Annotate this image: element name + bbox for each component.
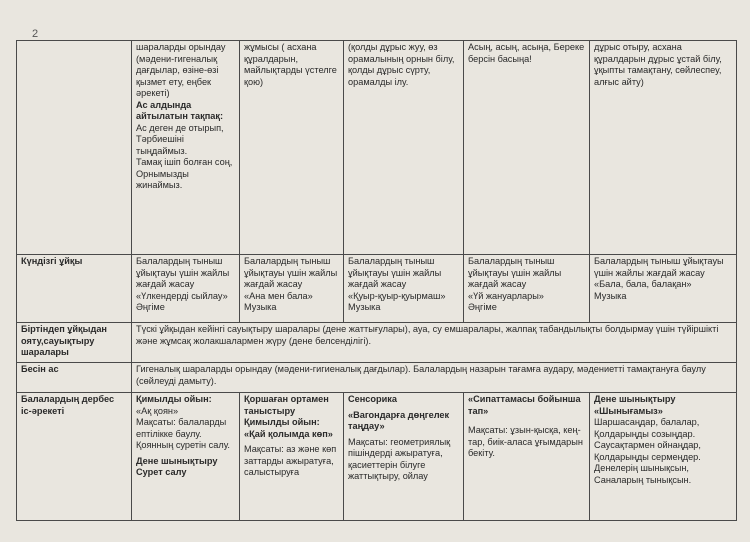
sleep-kind: Музыка [594, 290, 627, 301]
poem-line-3: Тамақ ішіп болған соң, [136, 157, 233, 167]
activity-title-2: Дене шынықтыру Сурет салу [136, 455, 218, 477]
activity-title: Қоршаған ортамен таныстыру Қимылды ойын: «Қай қолымда көп» [244, 394, 333, 439]
sleep-common: Балалардың тыныш ұйықтауы үшін жайлы жағдай жасау [244, 256, 338, 289]
poem-heading: Ас алдында айтылатын тақпақ: [136, 99, 224, 121]
cell-snack: Гигеналық шараларды орындау (мәдени-гигиеналық дағдылар). Балалардың назарын тағамға аудару, мәдениетті тамақтануға баулу (сөйлеудi дамыту). [132, 363, 737, 393]
sleep-kind: Музыка [348, 302, 381, 312]
cell-morning-c1 [132, 41, 240, 255]
sleep-song: «Ана мен бала» [244, 290, 313, 301]
row-label-snack: Бесін ас [17, 363, 132, 393]
row-wake [17, 323, 737, 363]
activity-goal: Мақсаты: ұзын-қысқа, кең-тар, биік-аласа ұғымдарын бекіту. [468, 425, 583, 458]
activity-goal: Шаршасаңдар, балалар, Қолдарыңды созыңдар. Саусақтармен ойнаңдар, Қолдарыңды сермеңдер. Денелерің шынықсын, Саналарың тынықсын. [594, 417, 701, 485]
activity-title: Сенсорика [348, 394, 397, 404]
cell-morning-c5: дұрыс отыру, асхана құралдарын дұрыс ұстай білу, ұқыпты тамақтану, сөйлеспеу, алғыс айту) [590, 41, 737, 255]
cell-text: шараларды орындау (мәдени-гигеналық дағдылар, өзіне-өзі қызмет ету, еңбек әрекеті) [136, 42, 226, 98]
sleep-common: Балалардың тыныш ұйықтауы үшін жайлы жағдай жасау [348, 256, 442, 289]
sleep-song: «Үлкендерді сыйлау» [136, 290, 228, 301]
sleep-common: Балалардың тыныш ұйықтауы үшін жайлы жағдай жасау [136, 256, 230, 289]
game-name: «Ақ қоян» [136, 405, 179, 416]
sleep-kind: Әңгіме [468, 302, 497, 312]
activity-goal: Мақсаты: балаларды ептілікке баулу. Қоянның суретін салу. [136, 417, 230, 450]
activity-title: Қимылды ойын: [136, 394, 212, 404]
sleep-kind: Музыка [244, 302, 277, 312]
row-morning-continuation [17, 41, 737, 255]
plan-table [16, 40, 737, 521]
game-name: «Вагондарға дөңгелек таңдау» [348, 409, 450, 431]
cell-free-c2 [240, 393, 344, 521]
activity-title: «Сипаттамасы бойынша тап» [468, 394, 581, 416]
cell-sleep-c1 [132, 255, 240, 323]
activity-goal: Мақсаты: аз және көп заттарды ажыратуға, салыстыруға [244, 444, 337, 477]
cell-morning-c3: (қолды дұрыс жуу, өз орамалының орнын білу, қолды дұрыс сүрту, орамалды ілу. [344, 41, 464, 255]
cell-free-c4 [464, 393, 590, 521]
sleep-song: «Қуыр-қуыр-қуырмаш» [348, 290, 446, 301]
cell-sleep-c5 [590, 255, 737, 323]
cell-sleep-c3 [344, 255, 464, 323]
sleep-common: Балалардың тыныш ұйықтауы үшін жайлы жағдай жасау [468, 256, 562, 289]
cell-free-c3 [344, 393, 464, 521]
cell-free-c1 [132, 393, 240, 521]
activity-title: Дене шынықтыру «Шынығамыз» [594, 394, 676, 416]
cell-morning-c2: жұмысы ( асхана құралдарын, майлықтарды үстелге қою) [240, 41, 344, 255]
cell-morning-c4: Асың, асың, асыңа, Береке берсін басыңа! [464, 41, 590, 255]
row-label-sleep: Күндізгі ұйқы [17, 255, 132, 323]
row-label-empty [17, 41, 132, 255]
cell-sleep-c4 [464, 255, 590, 323]
cell-wake: Түскі ұйқыдан кейінгі сауықтыру шаралары (дене жаттығулары), ауа, су емшаралары, жалпақ табандылықты болдырмау үшін түйіршікті және жұмсақ жолакшалармен жүру (дене белсенділігі). [132, 323, 737, 363]
cell-sleep-c2 [240, 255, 344, 323]
cell-free-c5 [590, 393, 737, 521]
page-mark: 2 [32, 28, 39, 40]
sleep-kind: Әңгіме [136, 302, 165, 312]
poem-line-2: Тәрбиешіні тыңдаймыз. [136, 134, 188, 156]
row-free-activity [17, 393, 737, 521]
row-sleep [17, 255, 737, 323]
poem-line-1: Ас деген де отырып, [136, 122, 224, 133]
activity-goal: Мақсаты: геометриялық пішіндерді ажыратуға, қасиеттерін білуге жаттықтыру, ойлау [348, 436, 451, 481]
sleep-common: Балалардың тыныш ұйықтауы үшін жайлы жағдай жасау [594, 256, 724, 278]
sleep-song: «Бала, бала, балақан» [594, 279, 692, 289]
row-label-free: Балалардың дербес іс-әрекеті [17, 393, 132, 521]
poem-line-4: Орнымызды жинаймыз. [136, 168, 189, 190]
row-snack [17, 363, 737, 393]
row-label-wake: Біртіндеп ұйқыдан ояту,сауықтыру шаралары [17, 323, 132, 363]
sleep-song: «Үй жануарлары» [468, 290, 544, 301]
